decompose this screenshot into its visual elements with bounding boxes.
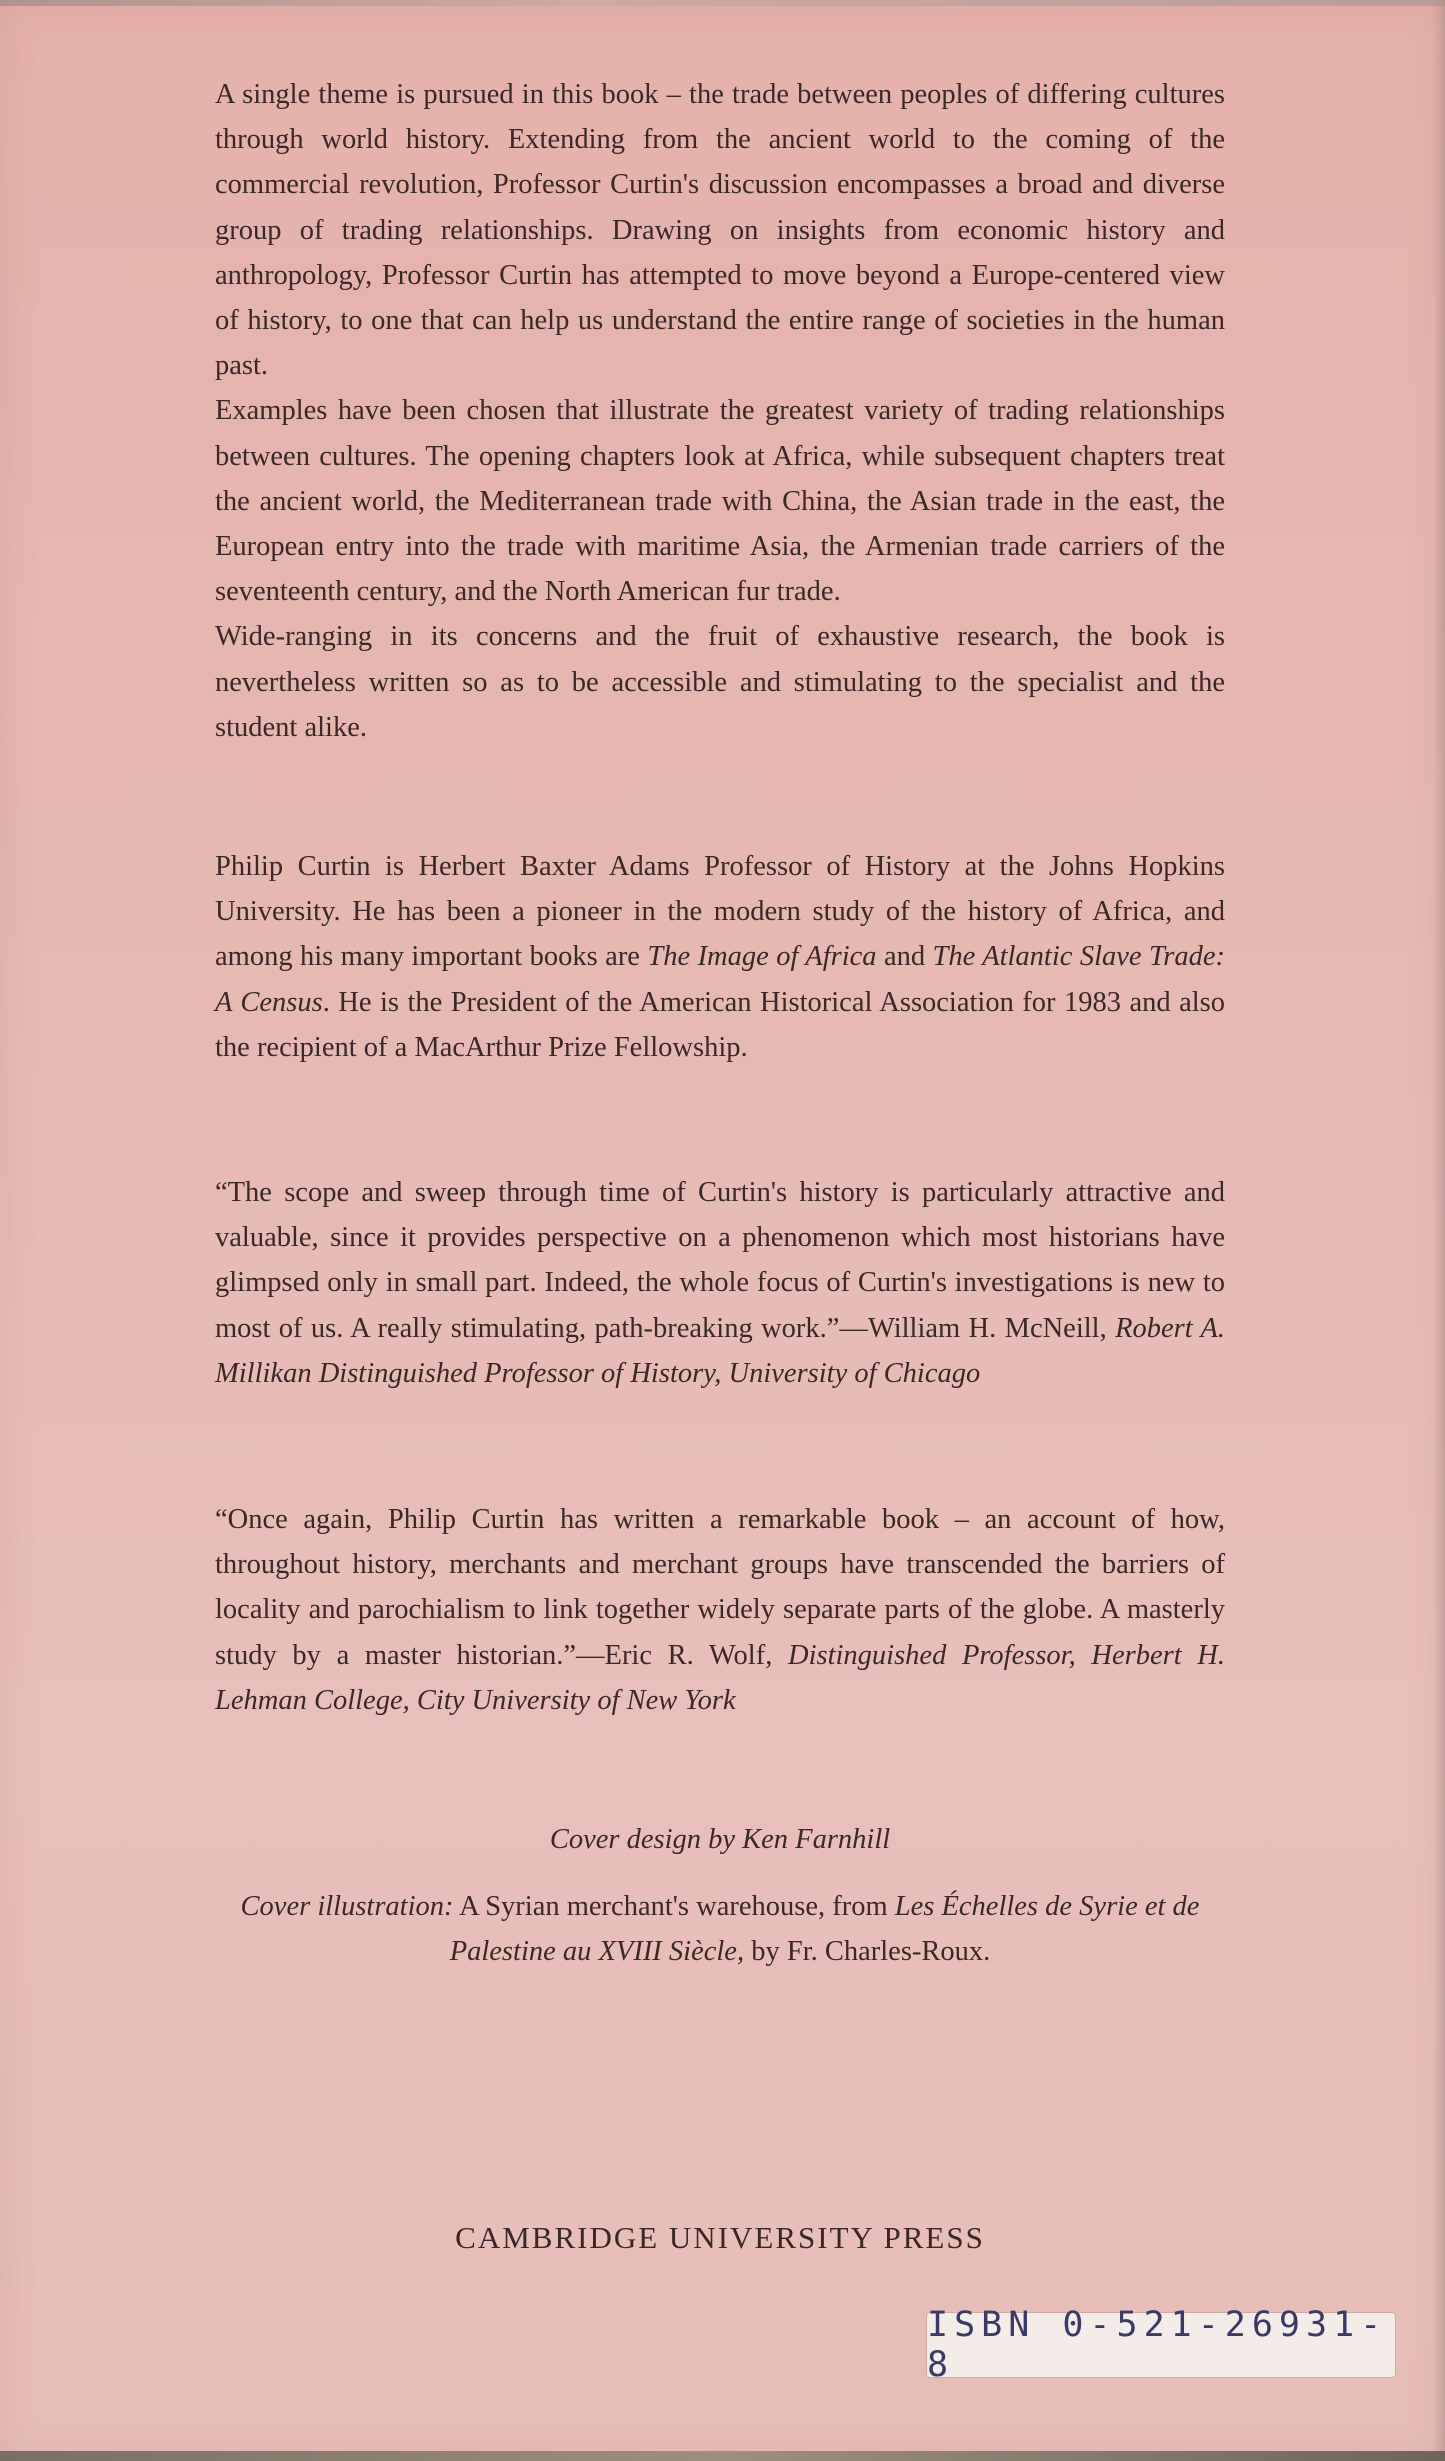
review-quote-1-paragraph: [215, 1170, 1225, 1396]
description-paragraph-1: A single theme is pursued in this book – the trade between peoples of differing cultures through world history. Extending from the ancient world to the coming of the commercial revolution, Professor Curtin's discussion encompasses a broad and diverse group of trading relationships. Drawing on insights from economic history and anthropology, Professor Curtin has attempted to move beyond a Europe-centered view of history, to one that can help us understand the entire range of societies in the human past.: [215, 79, 1225, 382]
illustration-text: A Syrian merchant's warehouse, from: [453, 1891, 895, 1922]
review-quote-1-reviewer: William H. McNeill,: [867, 1312, 1116, 1344]
author-bio-text-2: . He is the President of the American Historical Association for 1983 and also the recipient of a MacArthur Prize Fellowship.: [215, 986, 1225, 1063]
review-quote-1-reviewer-title: Robert A. Millikan Distinguished Professor of History, University of Chicago: [215, 1312, 1226, 1389]
review-quote-2: [215, 1497, 1225, 1723]
author-book-title-1: The Image of Africa: [647, 941, 877, 973]
illustration-label: Cover illustration:: [240, 1891, 454, 1922]
book-description: [215, 72, 1225, 750]
author-bio-paragraph: [215, 844, 1225, 1070]
author-book-title-2: The Atlantic Slave Trade: A Census: [215, 941, 1225, 1018]
illustration-source: Les Échelles de Syrie et de Palestine au XVIII Siècle,: [449, 1891, 1200, 1967]
review-quote-2-reviewer: Eric R. Wolf,: [604, 1639, 788, 1671]
cover-bottom-edge: [0, 2451, 1445, 2461]
review-quote-1-text: “The scope and sweep through time of Curtin's history is particularly attractive and valuable, since it provides perspective on a phenomenon which most historians have glimpsed only in small part. Indeed, the whole focus of Curtin's investigations is new to most of us. A really stimulating, path-breaking work.”—: [215, 1177, 1225, 1344]
description-paragraph-3: Wide-ranging in its concerns and the fruit of exhaustive research, the book is nevertheless written so as to be accessible and stimulating to the specialist and the student alike.: [215, 621, 1225, 743]
cover-right-edge: [1433, 0, 1445, 2461]
illustration-author: by Fr. Charles-Roux.: [744, 1936, 991, 1967]
isbn-label: [927, 2305, 1395, 2385]
review-quote-2-reviewer-title: Distinguished Professor, Herbert H. Lehman College, City University of New York: [215, 1639, 1225, 1716]
cover-top-edge: [0, 0, 1445, 6]
review-quote-1: [215, 1170, 1225, 1396]
cover-illustration-credit: [215, 1884, 1225, 1974]
author-bio-and: and: [876, 941, 933, 973]
publisher-name: CAMBRIDGE UNIVERSITY PRESS: [455, 2220, 985, 2255]
author-bio-text-1: Philip Curtin is Herbert Baxter Adams Professor of History at the Johns Hopkins University. He has been a pioneer in the modern study of the history of Africa, and among his many important books are: [215, 851, 1225, 973]
cover-design-credit: Cover design by Ken Farnhill: [549, 1824, 891, 1855]
description-paragraph-2: Examples have been chosen that illustrate the greatest variety of trading relationships between cultures. The opening chapters look at Africa, while subsequent chapters treat the ancient world, the Mediterranean trade with China, the Asian trade in the east, the European entry into the trade with maritime Asia, the Armenian trade carriers of the seventeenth century, and the North American fur trade.: [215, 395, 1225, 608]
isbn-number: ISBN 0-521-26931-8: [927, 2305, 1388, 2385]
author-bio: [215, 844, 1225, 1070]
review-quote-2-text: “Once again, Philip Curtin has written a remarkable book – an account of how, throughout history, merchants and merchant groups have transcended the barriers of locality and parochialism to link together widely separate parts of the globe. A masterly study by a master historian.”—: [215, 1504, 1225, 1671]
review-quote-2-paragraph: [215, 1497, 1225, 1723]
